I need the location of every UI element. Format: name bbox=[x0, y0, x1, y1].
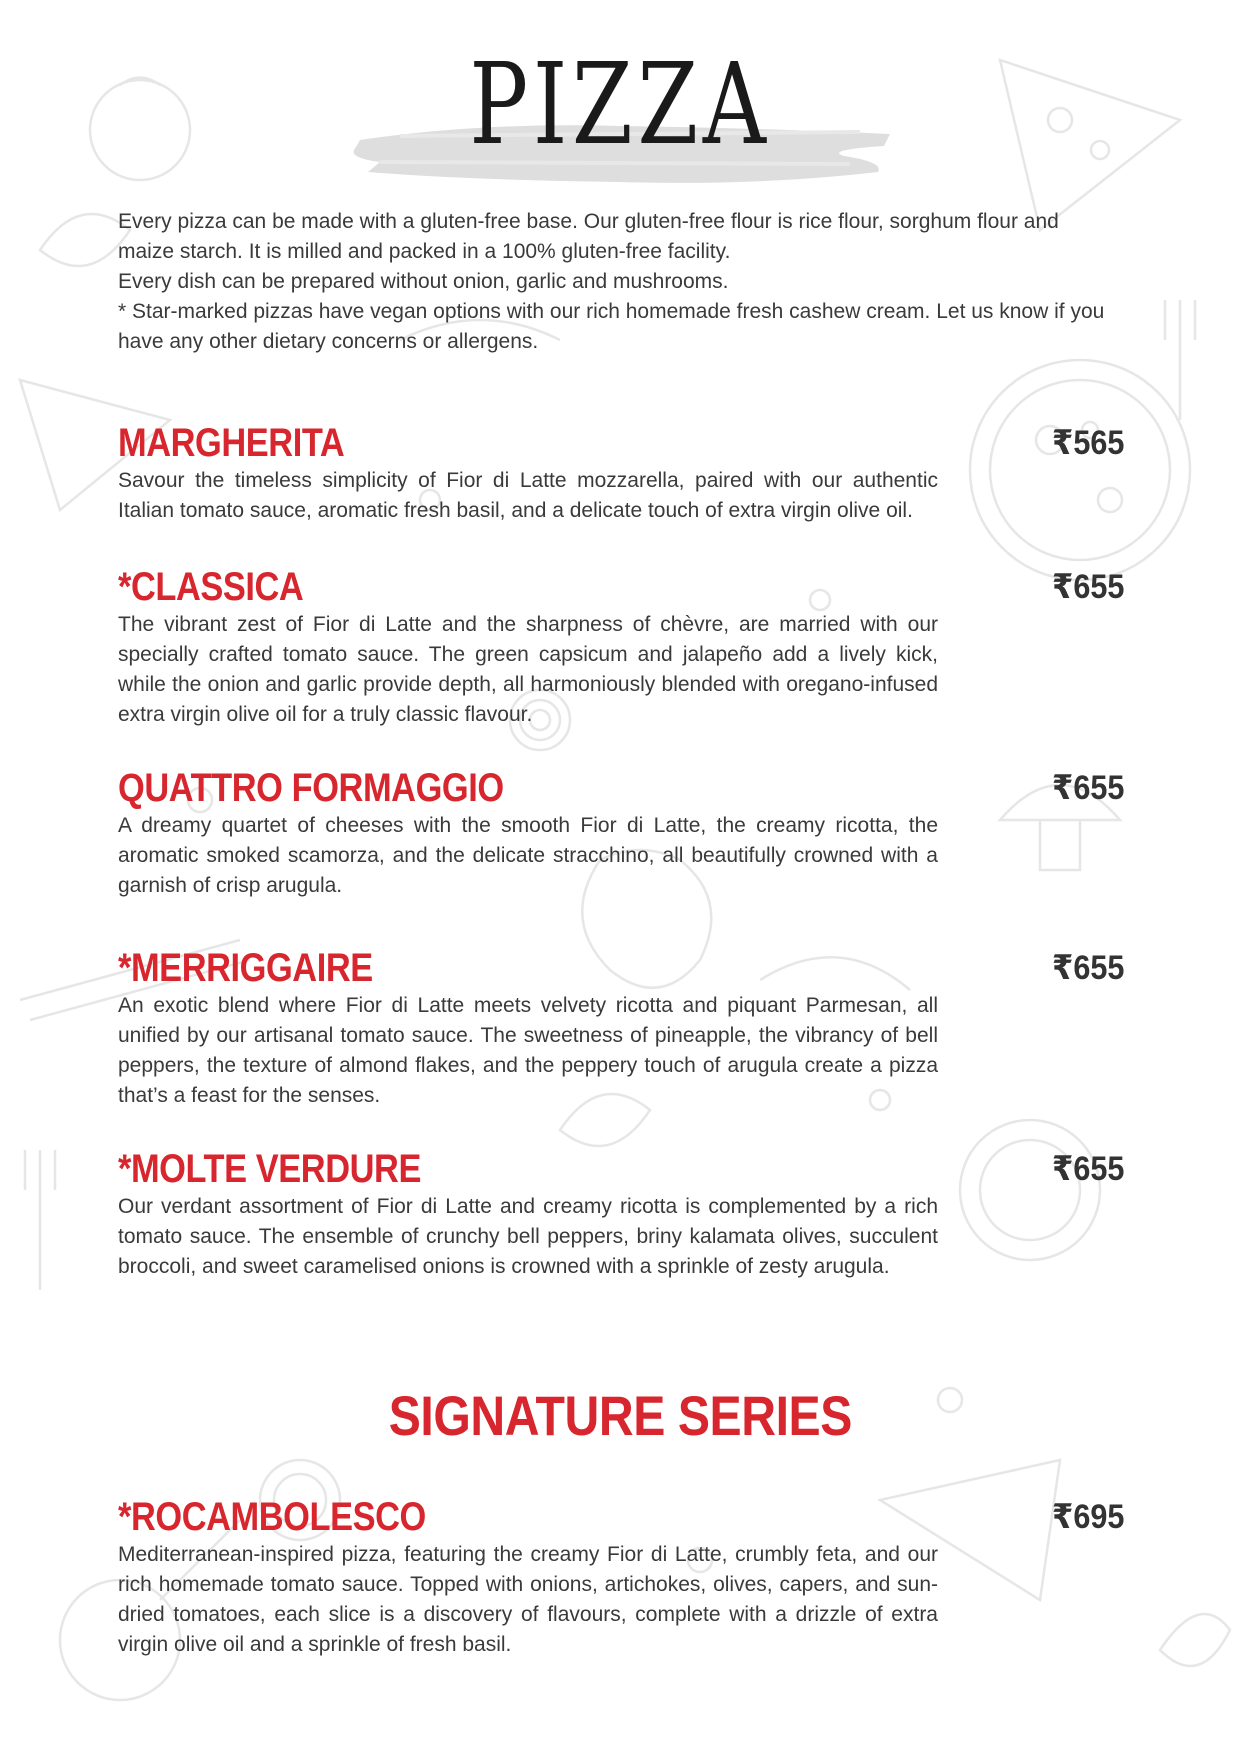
item-description: Mediterranean-inspired pizza, featuring the creamy Fior di Latte, crumbly feta, and our rich homemade tomato sauce. Topped with onions, artichokes, olives, capers, and sun-dried tomatoes, each slice is a discovery of flavours, complete with a drizzle of extra virgin olive oil and a sprinkle of fresh basil. bbox=[118, 1543, 938, 1656]
item-name: *CLASSICA bbox=[118, 565, 304, 609]
menu-item-merriggaire bbox=[118, 945, 1124, 1111]
item-price: ₹565 bbox=[1051, 424, 1124, 462]
page-title: PIZZA bbox=[469, 40, 771, 170]
item-description: Savour the timeless simplicity of Fior di Latte mozzarella, paired with our authentic Italian tomato sauce, aromatic fresh basil, and a delicate touch of extra virgin olive oil. bbox=[118, 469, 938, 522]
item-price: ₹655 bbox=[1051, 568, 1124, 606]
item-price: ₹655 bbox=[1051, 769, 1124, 807]
vegan-note: * Star-marked pizzas have vegan options with our rich homemade fresh cashew cream. Let us know if you have any other dietary concerns or allergens. bbox=[118, 300, 1105, 353]
item-price: ₹655 bbox=[1051, 949, 1124, 987]
item-description: Our verdant assortment of Fior di Latte and creamy ricotta is complemented by a rich tomato sauce. The ensemble of crunchy bell peppers, briny kalamata olives, succulent broccoli, and sweet caramelised onions is crowned with a sprinkle of zesty arugula. bbox=[118, 1195, 938, 1278]
section-title-signature-series bbox=[0, 1384, 1241, 1448]
page-header bbox=[340, 40, 900, 190]
item-name: *MERRIGGAIRE bbox=[118, 946, 373, 990]
menu-item-margherita bbox=[118, 420, 1124, 526]
item-name: *MOLTE VERDURE bbox=[118, 1147, 421, 1191]
intro-notes bbox=[118, 207, 1118, 357]
item-price: ₹655 bbox=[1051, 1150, 1124, 1188]
item-description: A dreamy quartet of cheeses with the smooth Fior di Latte, the creamy ricotta, the aromatic smoked scamorza, and the delicate stracchino, all beautifully crowned with a garnish of crisp arugula. bbox=[118, 814, 938, 897]
item-description: The vibrant zest of Fior di Latte and the sharpness of chèvre, are married with our specially crafted tomato sauce. The green capsicum and jalapeño add a lively kick, while the onion and garlic provide depth, all harmoniously blended with oregano-infused extra virgin olive oil for a truly classic flavour. bbox=[118, 613, 938, 726]
menu-item-molte-verdure bbox=[118, 1146, 1124, 1282]
item-name: MARGHERITA bbox=[118, 421, 345, 465]
menu-item-classica bbox=[118, 564, 1124, 730]
item-price: ₹695 bbox=[1051, 1498, 1124, 1536]
item-description: An exotic blend where Fior di Latte meets velvety ricotta and piquant Parmesan, all unified by our artisanal tomato sauce. The sweetness of pineapple, the vibrancy of bell peppers, the texture of almond flakes, and the peppery touch of arugula create a pizza that’s a feast for the senses. bbox=[118, 994, 938, 1107]
item-name: QUATTRO FORMAGGIO bbox=[118, 766, 504, 810]
section-title-text: SIGNATURE SERIES bbox=[388, 1384, 853, 1447]
menu-item-rocambolesco bbox=[118, 1494, 1124, 1660]
onion-garlic-note: Every dish can be prepared without onion, garlic and mushrooms. bbox=[118, 270, 729, 293]
menu-item-quattro-formaggio bbox=[118, 765, 1124, 901]
item-name: *ROCAMBOLESCO bbox=[118, 1495, 426, 1539]
gluten-free-note: Every pizza can be made with a gluten-free base. Our gluten-free flour is rice flour, sorghum flour and maize starch. It is milled and packed in a 100% gluten-free facility. bbox=[118, 210, 1059, 263]
